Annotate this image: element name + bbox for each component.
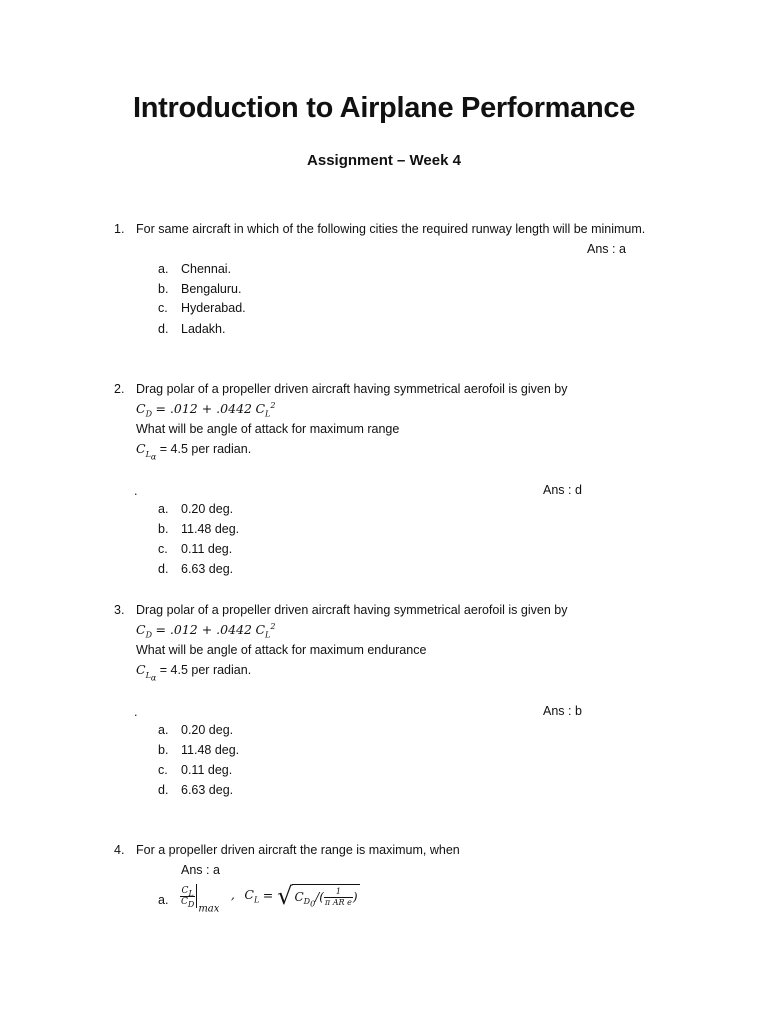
page-title: Introduction to Airplane Performance [132, 92, 636, 124]
option-text: Hyderabad. [181, 301, 246, 315]
option-text: 11.48 deg. [181, 522, 240, 536]
option-text: 0.20 deg. [181, 502, 234, 516]
question-text: Drag polar of a propeller driven aircraft having symmetrical aerofoil is given by [136, 382, 568, 396]
dot-marker: . [134, 484, 138, 498]
question-number: 2. [114, 382, 125, 396]
question-text: For a propeller driven aircraft the range is maximum, when [136, 843, 460, 857]
option-letter: a. [158, 893, 169, 907]
option-text: 0.20 deg. [181, 723, 234, 737]
option-text: 0.11 deg. [181, 763, 233, 777]
option-text: Ladakh. [181, 322, 226, 336]
option-letter: c. [158, 763, 168, 777]
option-text: 11.48 deg. [181, 743, 240, 757]
option-letter: d. [158, 322, 169, 336]
option-letter: b. [158, 743, 169, 757]
dot-marker: . [134, 705, 138, 719]
option-letter: b. [158, 282, 169, 296]
option-letter: c. [158, 542, 168, 556]
question-text: For same aircraft in which of the following cities the required runway length will be minimum. [136, 222, 646, 236]
answer-label: Ans : a [181, 863, 220, 877]
answer-label: Ans : d [543, 483, 582, 497]
drag-polar-formula: $C_D = .012 + .0442$ $C_L^2$ [136, 621, 276, 640]
question-number: 3. [114, 603, 125, 617]
question-number: 1. [114, 222, 125, 236]
page-subtitle: Assignment – Week 4 [307, 152, 461, 169]
question-text: Drag polar of a propeller driven aircraft having symmetrical aerofoil is given by [136, 603, 568, 617]
question-prompt: What will be angle of attack for maximum endurance [136, 643, 427, 657]
option-text: 6.63 deg. [181, 562, 234, 576]
lift-slope-line: $C_{L_\alpha} = 4.5$ per radian. [136, 662, 252, 683]
drag-polar-formula: $C_D = .012 + .0442$ $C_L^2$ [136, 400, 276, 419]
option-letter: c. [158, 301, 168, 315]
max-range-condition-formula: $\frac{C_L}{C_D}$ $_{max}$ , $C_L$ = √ $C_{D_0}/$( $\frac{1}{\text{π AR e}}$ ) [181, 882, 358, 915]
option-letter: a. [158, 502, 169, 516]
question-number: 4. [114, 843, 125, 857]
option-letter: d. [158, 783, 169, 797]
option-letter: a. [158, 262, 169, 276]
option-letter: b. [158, 522, 169, 536]
option-letter: d. [158, 562, 169, 576]
option-letter: a. [158, 723, 169, 737]
option-text: 6.63 deg. [181, 783, 234, 797]
answer-label: Ans : b [543, 704, 582, 718]
answer-label: Ans : a [587, 242, 626, 256]
lift-slope-line: $C_{L_\alpha} = 4.5$ per radian. [136, 441, 252, 462]
option-text: Bengaluru. [181, 282, 242, 296]
option-text: Chennai. [181, 262, 232, 276]
option-text: 0.11 deg. [181, 542, 233, 556]
question-prompt: What will be angle of attack for maximum range [136, 422, 400, 436]
